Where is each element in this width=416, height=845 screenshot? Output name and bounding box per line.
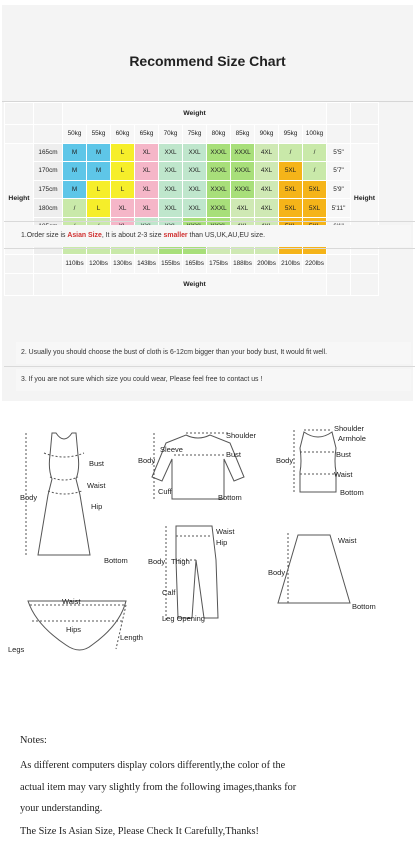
weight-kg-cell: 60kg [111, 125, 135, 144]
note-1 [16, 225, 411, 247]
dress-diagram [14, 425, 139, 575]
size-cell: M [87, 143, 111, 162]
pants-label: Calf [162, 588, 176, 597]
note-2: 2. Usually you should choose the bust of cloth is 6-12cm bigger than your body bust, It would fit well. [16, 342, 411, 364]
size-table [4, 102, 379, 296]
pants-label: Leg Opening [162, 614, 205, 623]
tank-label: Shoulder [334, 424, 365, 433]
size-cell: XXL [183, 180, 207, 199]
shirt-diagram [136, 425, 271, 515]
size-cell: XL [135, 199, 159, 218]
briefs-label: Waist [62, 597, 81, 606]
skirt-diagram [266, 525, 411, 620]
size-cell: XXXL [231, 180, 255, 199]
weight-lbs-cell: 188lbs [231, 255, 255, 274]
size-cell: M [63, 180, 87, 199]
height-label-left: Height [5, 143, 34, 255]
size-cell: XXL [183, 199, 207, 218]
notes-line: your understanding. [20, 803, 103, 814]
size-cell: 5XL [279, 180, 303, 199]
weight-lbs-cell: 210lbs [279, 255, 303, 274]
pants-label: Thigh [171, 557, 190, 566]
size-cell: XL [135, 180, 159, 199]
weight-kg-cell: 100kg [303, 125, 327, 144]
blank-cell [34, 125, 63, 144]
weight-kg-cell: 90kg [255, 125, 279, 144]
skirt-label: Body [268, 568, 286, 577]
blank-cell [351, 255, 379, 274]
blank-cell [327, 125, 351, 144]
height-in-cell: 5'9" [327, 180, 351, 199]
dress-label: Body [20, 493, 38, 502]
pants-label: Hip [216, 538, 228, 547]
size-cell: L [87, 180, 111, 199]
shirt-label: Bust [226, 450, 242, 459]
size-cell: M [87, 162, 111, 181]
size-cell: XXL [159, 180, 183, 199]
pants-label: Waist [216, 527, 235, 536]
tank-label: Bottom [340, 488, 364, 497]
blank-cell [327, 273, 351, 295]
size-cell: M [63, 143, 87, 162]
shirt-label: Bottom [218, 493, 242, 502]
blank-cell [5, 103, 34, 125]
size-cell: / [303, 143, 327, 162]
size-cell: XXL [159, 143, 183, 162]
tank-label: Bust [336, 450, 352, 459]
tank-label: Armhole [338, 434, 366, 443]
size-cell: XL [135, 143, 159, 162]
size-cell: XXXL [207, 143, 231, 162]
size-cell: XXL [159, 162, 183, 181]
blank-cell [5, 273, 34, 295]
pants-diagram [146, 520, 256, 630]
height-cm-cell: 175cm [34, 180, 63, 199]
skirt-label: Bottom [352, 602, 376, 611]
blank-cell [34, 103, 63, 125]
weight-kg-cell: 75kg [183, 125, 207, 144]
notes-line: actual item may vary slightly from the following images,thanks for [20, 782, 297, 793]
weight-lbs-cell: 130lbs [111, 255, 135, 274]
weight-lbs-cell: 175lbs [207, 255, 231, 274]
notes-line: As different computers display colors differently,the color of the [20, 760, 286, 771]
size-cell: M [63, 162, 87, 181]
size-cell: XXXL [231, 162, 255, 181]
size-cell: XXXL [207, 162, 231, 181]
chart-title: Recommend Size Chart [129, 53, 286, 69]
shirt-label: Body [138, 456, 156, 465]
size-cell: 4XL [255, 143, 279, 162]
tank-diagram [274, 422, 414, 507]
height-in-cell: 5'7" [327, 162, 351, 181]
size-cell: 5XL [303, 199, 327, 218]
size-cell: L [111, 143, 135, 162]
size-cell: 4XL [255, 180, 279, 199]
dress-label: Waist [87, 481, 106, 490]
size-cell: L [111, 180, 135, 199]
note-1-text: 1.Order size is [21, 232, 68, 239]
weight-kg-cell: 80kg [207, 125, 231, 144]
divider [4, 366, 415, 367]
blank-cell [34, 255, 63, 274]
shirt-label: Shoulder [226, 431, 257, 440]
blank-cell [5, 255, 34, 274]
tank-label: Waist [334, 470, 353, 479]
height-in-cell: 5'11" [327, 199, 351, 218]
height-cm-cell: 180cm [34, 199, 63, 218]
weight-lbs-cell: 165lbs [183, 255, 207, 274]
blank-cell [351, 125, 379, 144]
weight-footer: Weight [63, 273, 327, 295]
size-cell: XL [111, 199, 135, 218]
briefs-outline [8, 595, 158, 665]
note-1-text: , It is about 2-3 size [101, 232, 164, 239]
blank-cell [327, 103, 351, 125]
dress-label: Bust [89, 459, 105, 468]
blank-cell [34, 273, 63, 295]
height-label-right: Height [351, 143, 379, 255]
size-cell: XXL [159, 199, 183, 218]
briefs-label: Length [120, 633, 143, 642]
tank-label: Body [276, 456, 294, 465]
note-1-text: than US,UK,AU,EU size. [187, 232, 265, 239]
skirt-label: Waist [338, 536, 357, 545]
size-cell: / [279, 143, 303, 162]
blank-cell [327, 255, 351, 274]
shirt-label: Sleeve [160, 445, 183, 454]
size-cell: XXL [183, 162, 207, 181]
size-cell: L [111, 162, 135, 181]
briefs-label: Legs [8, 645, 25, 654]
size-cell: 4XL [255, 199, 279, 218]
size-cell: 4XL [255, 162, 279, 181]
weight-kg-cell: 65kg [135, 125, 159, 144]
weight-kg-cell: 50kg [63, 125, 87, 144]
weight-kg-cell: 70kg [159, 125, 183, 144]
briefs-diagram [8, 595, 158, 665]
note-1-highlight: smaller [163, 232, 188, 239]
weight-kg-cell: 55kg [87, 125, 111, 144]
height-cm-cell: 165cm [34, 143, 63, 162]
dress-label: Hip [91, 502, 103, 511]
weight-lbs-cell: 143lbs [135, 255, 159, 274]
size-cell: XXXL [207, 199, 231, 218]
height-cm-cell: 170cm [34, 162, 63, 181]
height-in-cell: 5'5" [327, 143, 351, 162]
divider [4, 248, 415, 249]
pants-label: Body [148, 557, 166, 566]
weight-kg-cell: 95kg [279, 125, 303, 144]
dress-label: Bottom [104, 556, 128, 565]
notes-line: The Size Is Asian Size, Please Check It Carefully,Thanks! [20, 826, 259, 837]
note-3: 3. If you are not sure which size you could wear, Please feel free to contact us ! [16, 369, 411, 391]
size-cell: 5XL [279, 199, 303, 218]
weight-kg-cell: 85kg [231, 125, 255, 144]
weight-lbs-cell: 200lbs [255, 255, 279, 274]
size-chart-panel [2, 5, 413, 401]
size-cell: 5XL [303, 180, 327, 199]
size-cell: / [303, 162, 327, 181]
size-cell: / [63, 199, 87, 218]
blank-cell [5, 125, 34, 144]
notes-heading: Notes: [20, 735, 47, 746]
briefs-label: Hips [66, 625, 82, 634]
size-cell: XXXL [207, 180, 231, 199]
weight-header: Weight [63, 103, 327, 125]
weight-lbs-cell: 110lbs [63, 255, 87, 274]
size-cell: L [87, 199, 111, 218]
size-cell: 4XL [231, 199, 255, 218]
weight-lbs-cell: 120lbs [87, 255, 111, 274]
weight-lbs-cell: 155lbs [159, 255, 183, 274]
size-cell: XXXL [231, 143, 255, 162]
size-cell: 5XL [279, 162, 303, 181]
size-cell: XXL [183, 143, 207, 162]
divider [4, 221, 415, 222]
blank-cell [351, 273, 379, 295]
size-cell: XL [135, 162, 159, 181]
blank-cell [351, 103, 379, 125]
note-1-highlight: Asian Size [67, 232, 102, 239]
shirt-label: Cuff [158, 487, 172, 496]
weight-lbs-cell: 220lbs [303, 255, 327, 274]
